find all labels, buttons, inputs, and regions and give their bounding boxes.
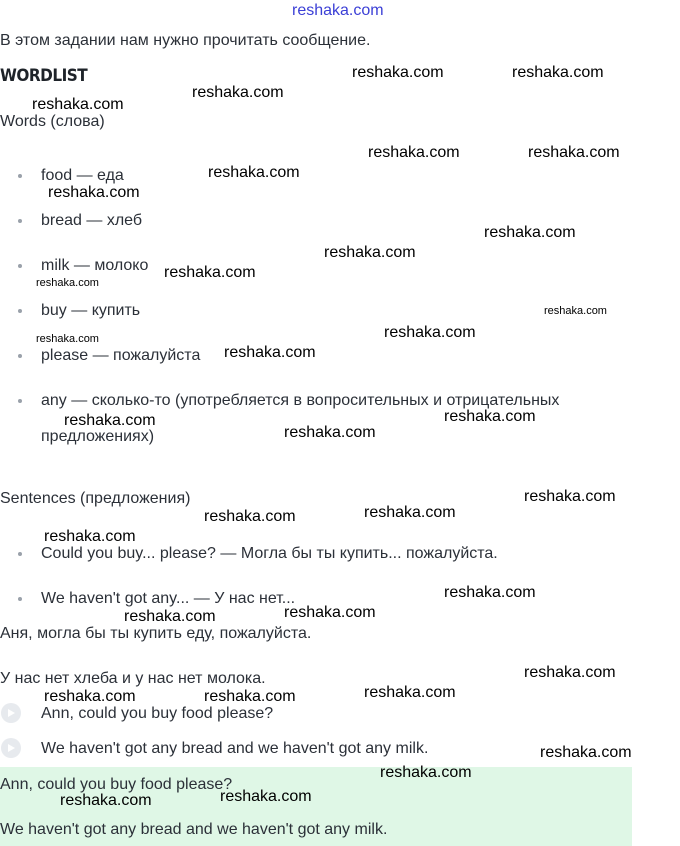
watermark: reshaka.com	[540, 744, 632, 761]
watermark: reshaka.com	[324, 244, 416, 261]
watermark: reshaka.com	[284, 424, 376, 441]
watermark: reshaka.com	[36, 277, 99, 289]
sentence-item: Could you buy... please? — Могла бы ты купить... пожалуйста.	[41, 545, 498, 562]
watermark: reshaka.com	[364, 684, 456, 701]
word-item: food — еда	[41, 167, 124, 184]
watermark: reshaka.com	[512, 64, 604, 81]
watermark: reshaka.com	[444, 408, 536, 425]
watermark: reshaka.com	[204, 508, 296, 525]
watermark: reshaka.com	[284, 604, 376, 621]
word-item: buy — купить	[41, 302, 141, 319]
watermark: reshaka.com	[220, 788, 312, 805]
watermark: reshaka.com	[380, 764, 472, 781]
play-icon[interactable]	[1, 738, 21, 758]
wordlist-title: WORDLIST	[0, 66, 88, 86]
sentences-heading: Sentences (предложения)	[0, 490, 191, 507]
watermark: reshaka.com	[124, 608, 216, 625]
watermark: reshaka.com	[368, 144, 460, 161]
intro-text: В этом задании нам нужно прочитать сообщение.	[0, 32, 371, 49]
bullet-dot	[18, 219, 22, 223]
watermark: reshaka.com	[352, 64, 444, 81]
bullet-dot	[18, 354, 22, 358]
watermark: reshaka.com	[164, 264, 256, 281]
site-link[interactable]: reshaka.com	[292, 2, 384, 19]
watermark: reshaka.com	[524, 664, 616, 681]
watermark: reshaka.com	[208, 164, 300, 181]
bullet-dot	[18, 597, 22, 601]
words-heading: Words (слова)	[0, 113, 105, 130]
word-item: please — пожалуйста	[41, 347, 201, 364]
word-item-continuation: предложениях)	[41, 428, 155, 445]
bullet-dot	[18, 399, 22, 403]
watermark: reshaka.com	[544, 305, 607, 317]
watermark: reshaka.com	[364, 504, 456, 521]
highlight-line: Ann, could you buy food please?	[0, 776, 233, 793]
watermark: reshaka.com	[192, 84, 284, 101]
watermark: reshaka.com	[44, 688, 136, 705]
bullet-dot	[18, 552, 22, 556]
watermark: reshaka.com	[528, 144, 620, 161]
translation-line: Аня, могла бы ты купить еду, пожалуйста.	[0, 625, 312, 642]
word-item: any — сколько-то (употребляется в вопросительных и отрицательных	[41, 392, 560, 409]
watermark: reshaka.com	[384, 324, 476, 341]
sentence-item: We haven't got any... — У нас нет...	[41, 590, 296, 607]
translation-line: У нас нет хлеба и у нас нет молока.	[0, 670, 266, 687]
bullet-dot	[18, 309, 22, 313]
watermark: reshaka.com	[36, 333, 99, 345]
watermark: reshaka.com	[204, 688, 296, 705]
word-item: milk — молоко	[41, 257, 149, 274]
watermark: reshaka.com	[484, 224, 576, 241]
play-icon[interactable]	[1, 703, 21, 723]
audio-line: We haven't got any bread and we haven't got any milk.	[41, 740, 429, 757]
watermark: reshaka.com	[44, 528, 136, 545]
watermark: reshaka.com	[224, 344, 316, 361]
word-item: bread — хлеб	[41, 212, 143, 229]
highlight-line: We haven't got any bread and we haven't got any milk.	[0, 821, 388, 838]
watermark: reshaka.com	[32, 96, 124, 113]
watermark: reshaka.com	[524, 488, 616, 505]
watermark: reshaka.com	[64, 412, 156, 429]
watermark: reshaka.com	[444, 584, 536, 601]
bullet-dot	[18, 174, 22, 178]
bullet-dot	[18, 264, 22, 268]
watermark: reshaka.com	[48, 184, 140, 201]
audio-line: Ann, could you buy food please?	[41, 705, 274, 722]
watermark: reshaka.com	[60, 792, 152, 809]
